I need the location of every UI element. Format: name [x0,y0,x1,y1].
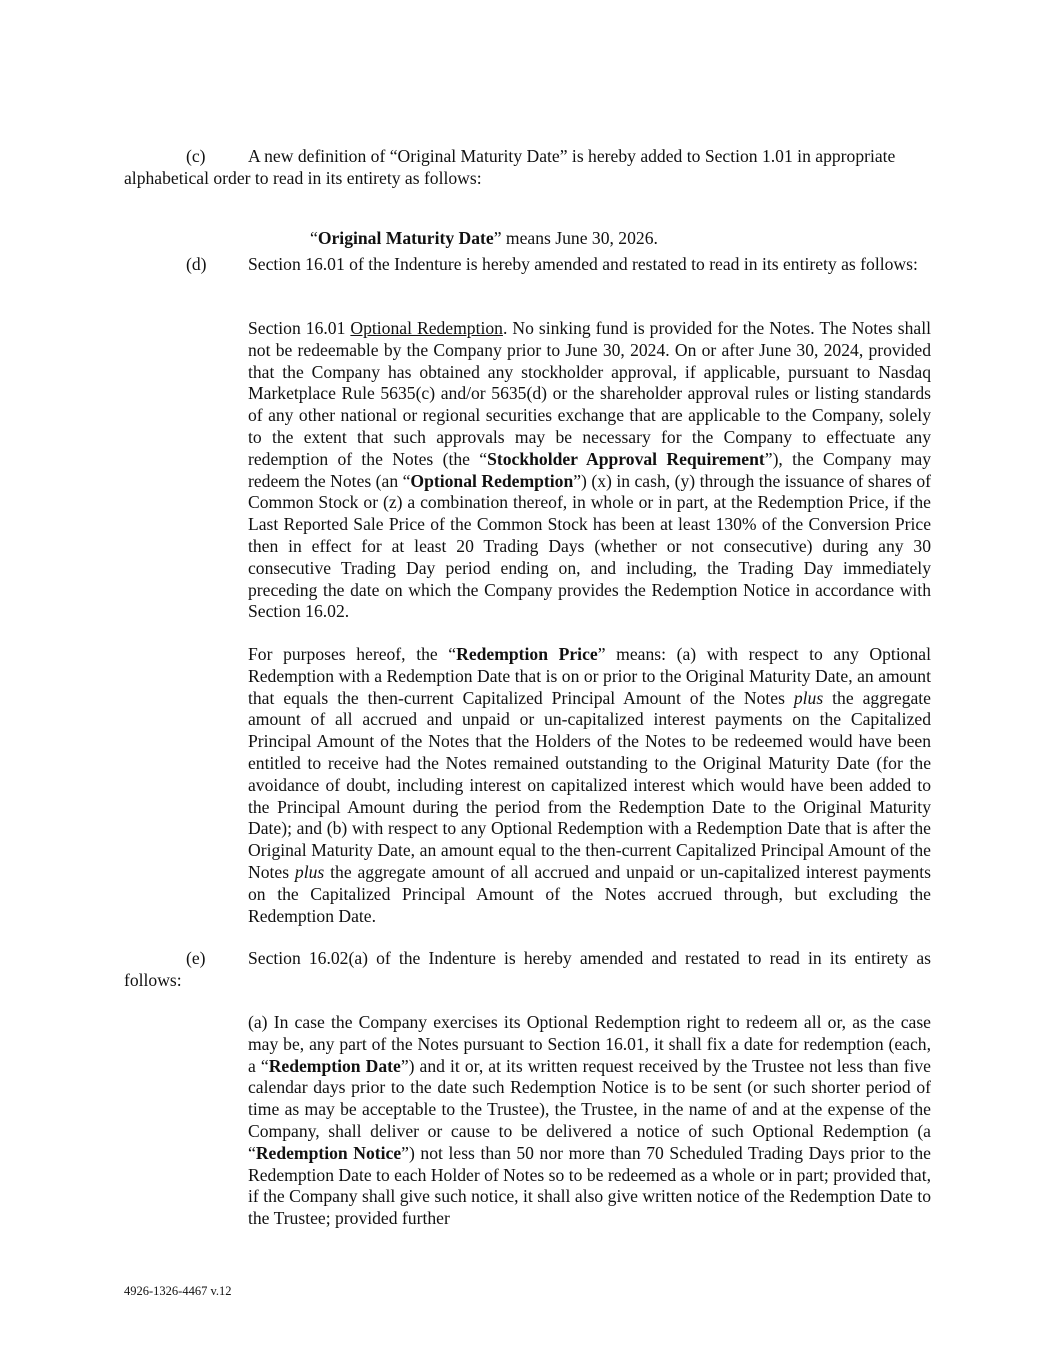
document-id-footer: 4926-1326-4467 v.12 [124,1284,232,1298]
defined-term: Optional Redemption [410,470,574,491]
italic-term: plus [793,687,824,708]
defined-term: Stockholder Approval Requirement [487,448,765,469]
redemption-price-text: For purposes hereof, the “Redemption Price” means: (a) with respect to any Optional Redemption with a Redemption Date that is on or prior to the Original Maturity Date, an amount that equals the then-current Capitalized Principal Amount of the Notes plus the aggregate amount of all accrued and unpaid or un-capitalized interest payments on the Capitalized Principal Amount of the Notes that the Holders of the Notes to be redeemed would have been entitled to receive had the Notes remained outstanding to the Original Maturity Date (for the avoidance of doubt, including interest on capitalized interest which would have been added to the Principal Amount during the period from the Redemption Date to the Original Maturity Date); and (b) with respect to any Optional Redemption with a Redemption Date that is after the Original Maturity Date, an amount equal to the then-current Capitalized Principal Amount of the Notes plus the aggregate amount of all accrued and unpaid or un-capitalized interest payments on the Capitalized Principal Amount of the Notes accrued through, but excluding the Redemption Date. [248,644,932,926]
paragraph-d [124,254,931,276]
original-maturity-date-definition: “Original Maturity Date” means June 30, 2026. [310,227,658,248]
paragraph-e [124,948,931,992]
paragraph-e-letter: (e) [186,948,206,968]
defined-term: Redemption Price [456,644,598,664]
paragraph-c-letter: (c) [186,146,206,166]
defined-term: Redemption Date [268,1055,401,1076]
defined-term: Original Maturity Date [317,227,494,248]
section-number: Section 16.01 [248,318,346,338]
paragraph-c [124,146,931,190]
section-16-01-text: Section 16.01 Optional Redemption. No sinking fund is provided for the Notes. The Notes shall not be redeemable by the Company prior to June 30, 2024. On or after June 30, 2024, provided that the Company has obtained any stockholder approval, if applicable, pursuant to Nasdaq Marketplace Rule 5635(c) and/or 5635(d) or the shareholder approval rules or listing standards of any other national or regional securities exchange that are applicable to the Company, solely to the extent that such approvals may be necessary for the Company to effectuate any redemption of the Notes (the “Stockholder Approval Requirement”), the Company may redeem the Notes (an “Optional Redemption”) (x) in cash, (y) through the issuance of shares of Common Stock or (z) a combination thereof, in whole or in part, at the Redemption Price, if the Last Reported Sale Price of the Common Stock has been at least 130% of the Conversion Price then in effect for at least 20 Trading Days (whether or not consecutive) during any 30 consecutive Trading Day period ending on, and including, the Trading Day immediately preceding the date on which the Company provides the Redemption Notice in accordance with Section 16.02. [248,318,931,622]
paragraph-c-text: A new definition of “Original Maturity Date” is hereby added to Section 1.01 in appropriate alphabetical order to read in its entirety as follows: [124,146,896,188]
italic-term: plus [294,861,325,882]
section-heading: Optional Redemption [350,318,503,338]
defined-term: Redemption Notice [255,1142,402,1163]
paragraph-e-text: Section 16.02(a) of the Indenture is hereby amended and restated to read in its entirety as follows: [124,948,931,990]
paragraph-d-text: Section 16.01 of the Indenture is hereby amended and restated to read in its entirety as follows: [248,254,918,274]
section-16-02a-text: (a) In case the Company exercises its Optional Redemption right to redeem all or, as the case may be, any part of the Notes pursuant to Section 16.01, it shall fix a date for redemption (each, a “Redemption Date”) and it or, at its written request received by the Trustee not less than five calendar days prior to the date such Redemption Notice is to be sent (or such shorter period of time as may be acceptable to the Trustee), the Trustee, in the name of and at the expense of the Company, shall deliver or cause to be delivered a notice of such Optional Redemption (a “Redemption Notice”) not less than 50 nor more than 70 Scheduled Trading Days prior to the Redemption Date to each Holder of Notes so to be redeemed as a whole or in part; provided that, if the Company shall give such notice, it shall also give written notice of the Redemption Date to the Trustee; provided further [248,1012,931,1229]
paragraph-d-letter: (d) [186,254,207,274]
